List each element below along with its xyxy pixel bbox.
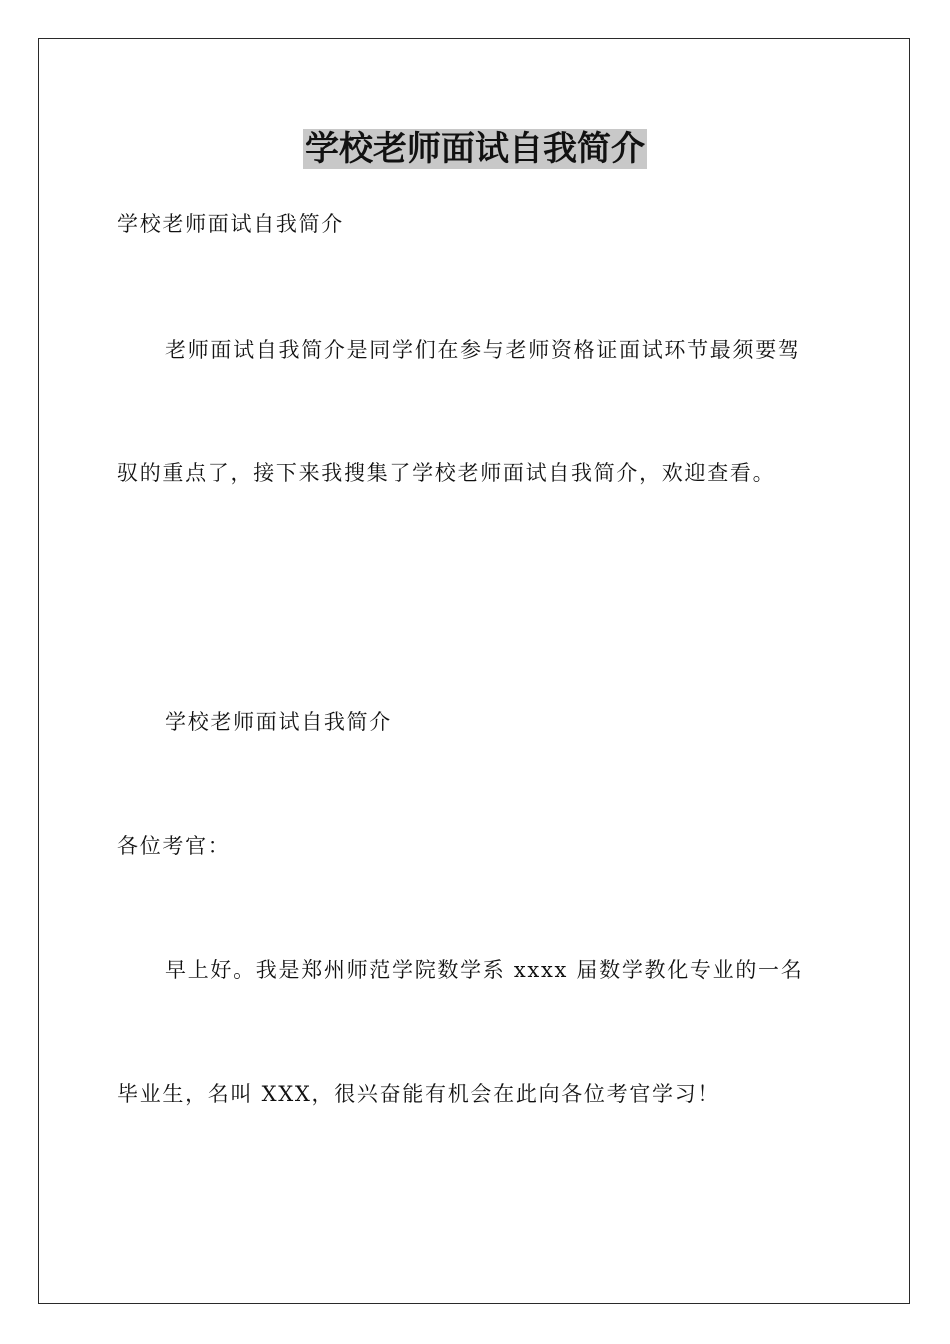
body-paragraph-line-2: 毕业生，名叫 XXX，很兴奋能有机会在此向各位考官学习！: [117, 1082, 721, 1106]
intro-paragraph-line-1: 老师面试自我简介是同学们在参与老师资格证面试环节最须要驾: [165, 338, 801, 362]
intro-paragraph-line-2: 驭的重点了，接下来我搜集了学校老师面试自我简介，欢迎查看。: [117, 461, 776, 485]
section-heading: 学校老师面试自我简介: [165, 710, 392, 734]
document-title: [0, 124, 950, 174]
salutation: 各位考官：: [117, 834, 231, 858]
document-title-text: 学校老师面试自我简介: [305, 129, 645, 169]
document-subtitle: 学校老师面试自我简介: [117, 212, 344, 236]
body-paragraph-line-1: 早上好。我是郑州师范学院数学系 xxxx 届数学教化专业的一名: [165, 958, 804, 982]
